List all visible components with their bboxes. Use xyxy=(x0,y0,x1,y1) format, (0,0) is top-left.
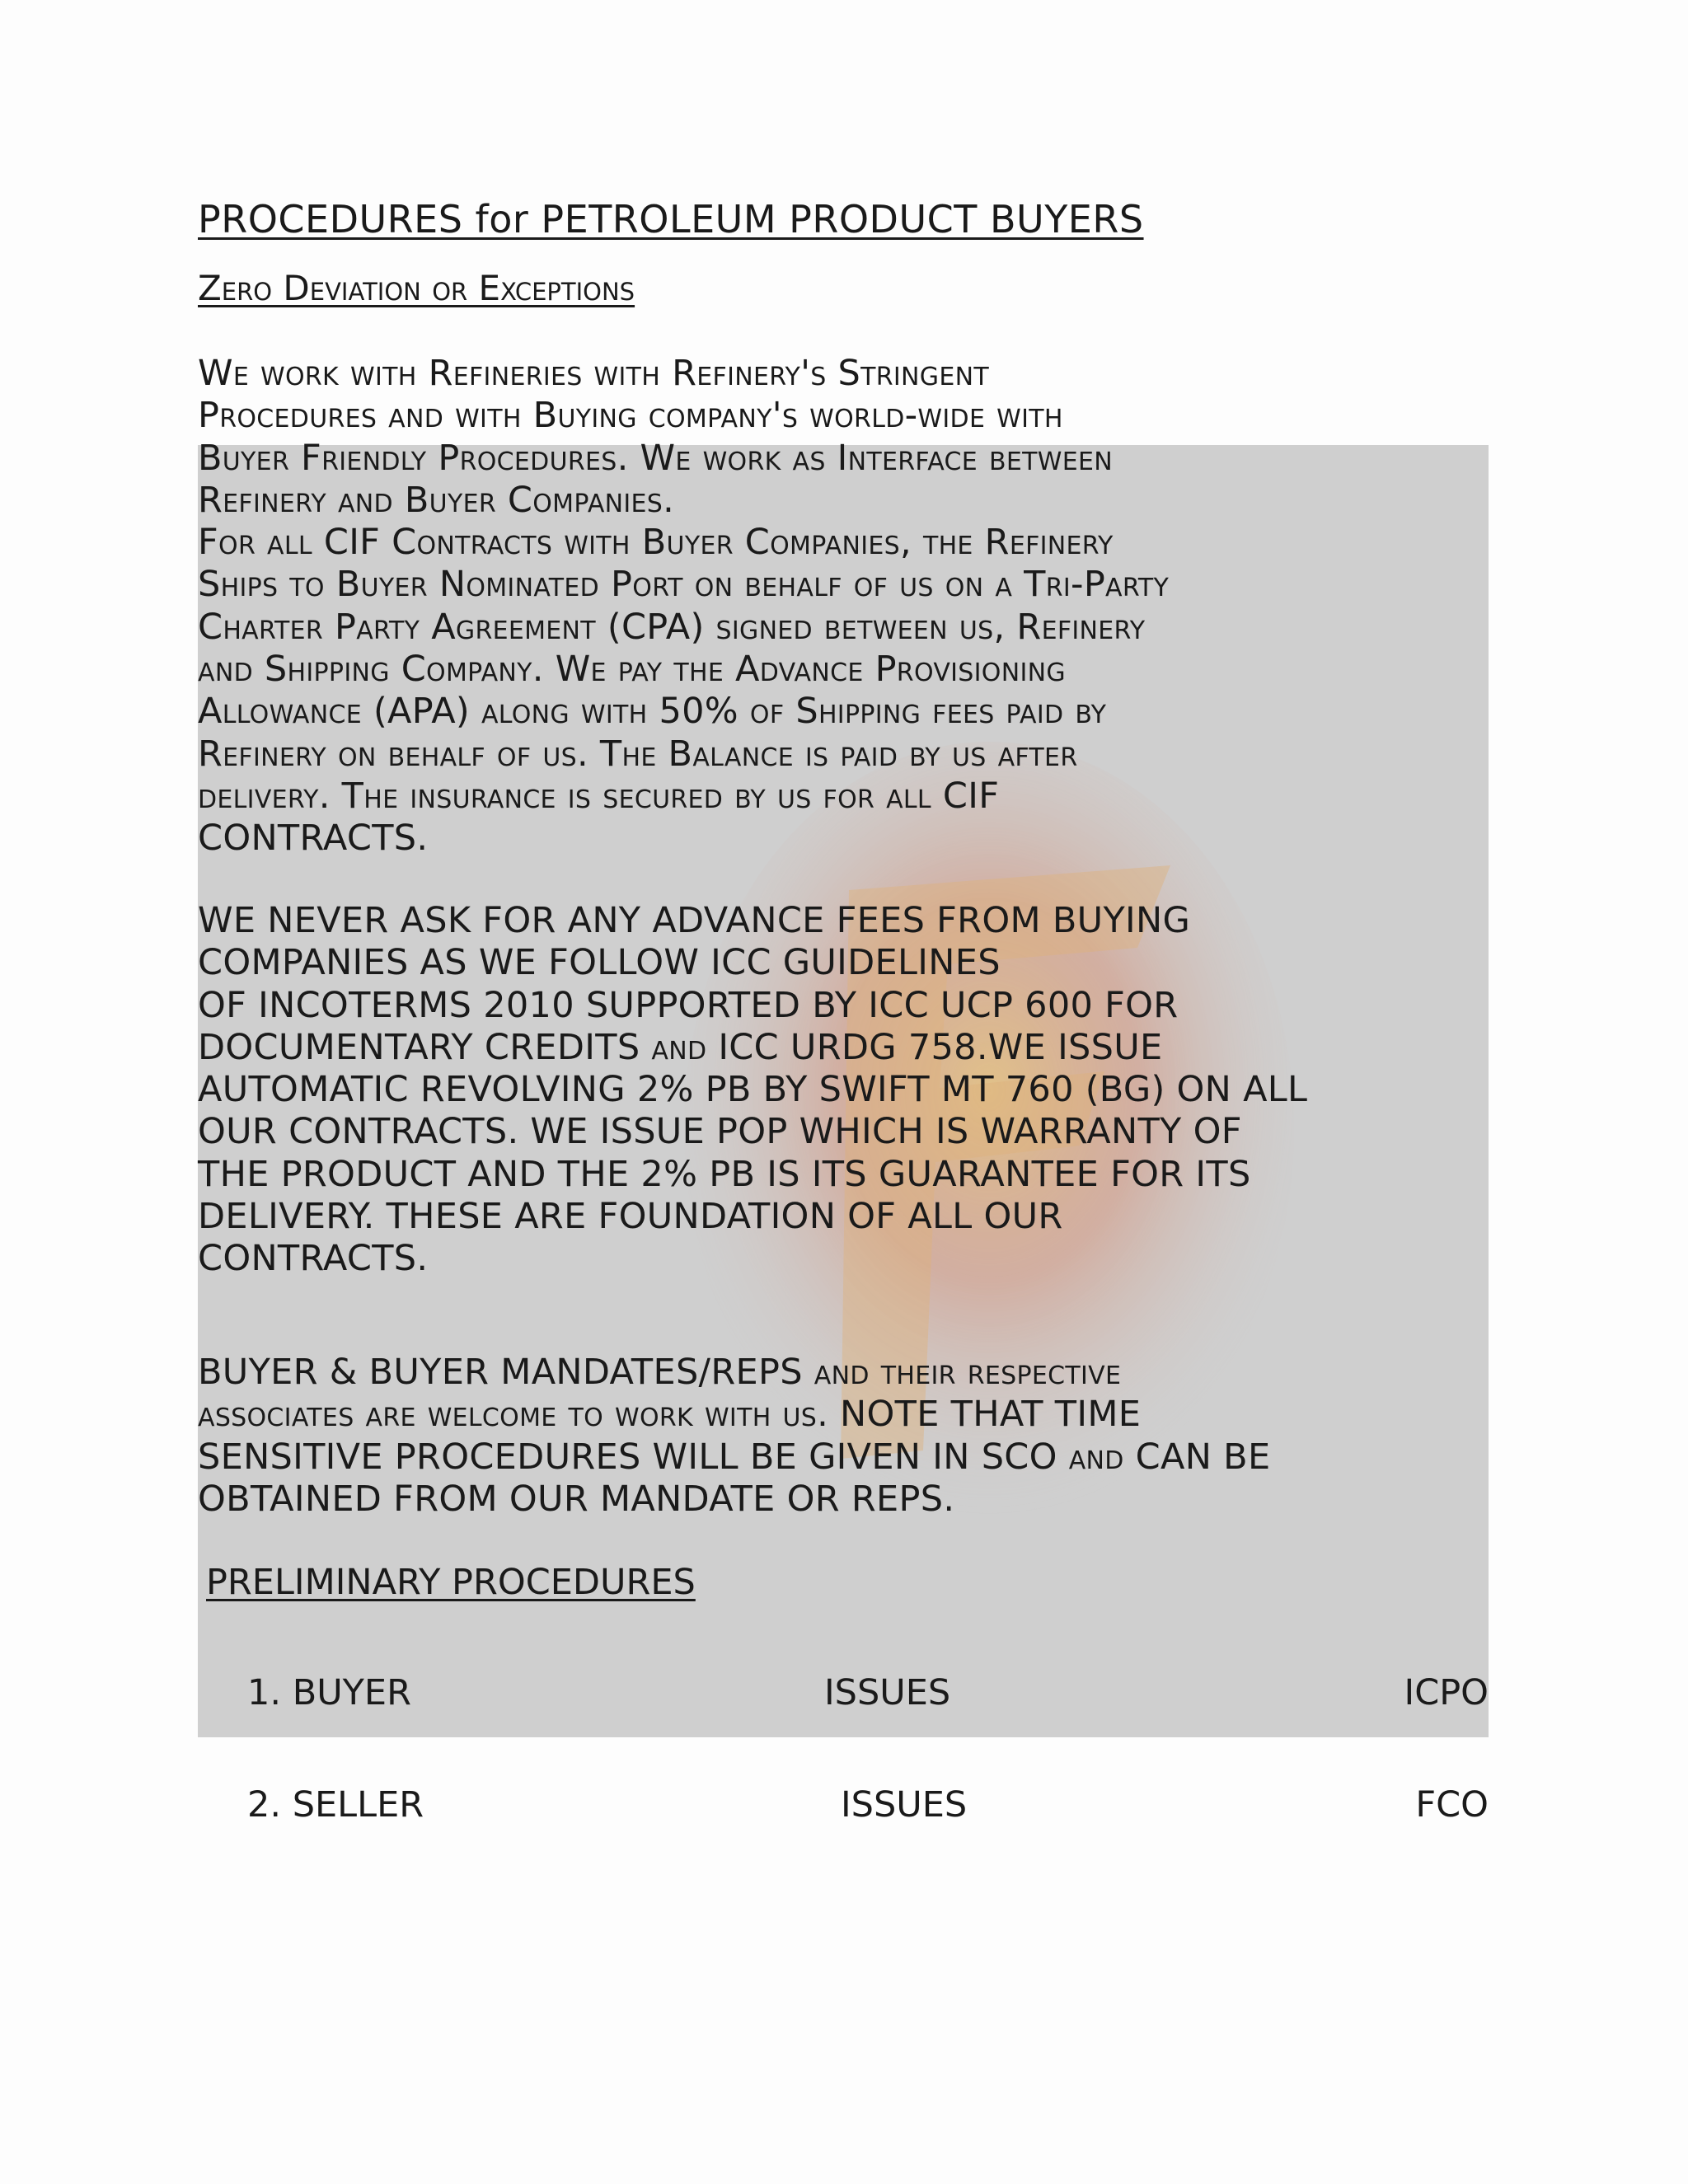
text-line: OF INCOTERMS 2010 SUPPORTED BY ICC UCP 600 FOR xyxy=(198,984,1179,1026)
text-line: and Shipping Company. We pay the Advance Provisioning xyxy=(198,649,1066,691)
step-item: ICPO xyxy=(1404,1672,1489,1713)
text-line: We work with Refineries with Refinery's Stringent xyxy=(198,353,989,394)
procedure-step xyxy=(247,1780,1489,1830)
paragraph-advance-fees xyxy=(198,900,1492,1281)
text-line: CONTRACTS. xyxy=(198,818,429,860)
text-line: BUYER & BUYER MANDATES/REPS and their respective xyxy=(198,1352,1122,1393)
text-line: associates are welcome to work with us. NOTE THAT TIME xyxy=(198,1394,1142,1436)
step-item: FCO xyxy=(1415,1784,1489,1825)
paragraph-refineries xyxy=(198,353,1492,860)
text-line: SENSITIVE PROCEDURES WILL BE GIVEN IN SCO and CAN BE xyxy=(198,1436,1271,1478)
text-line: Ships to Buyer Nominated Port on behalf of us on a Tri-Party xyxy=(198,564,1170,606)
text-line: OUR CONTRACTS. WE ISSUE POP WHICH IS WARRANTY OF xyxy=(198,1111,1242,1153)
text-line: THE PRODUCT AND THE 2% PB IS ITS GUARANTEE FOR ITS xyxy=(198,1153,1251,1195)
step-action: ISSUES xyxy=(841,1784,968,1825)
text-line: COMPANIES AS WE FOLLOW ICC GUIDELINES xyxy=(198,942,1001,984)
text-line: AUTOMATIC REVOLVING 2% PB BY SWIFT MT 760 (BG) ON ALL xyxy=(198,1069,1308,1111)
procedure-step xyxy=(247,1668,1489,1718)
step-action: ISSUES xyxy=(824,1672,951,1713)
step-party: 1. BUYER xyxy=(247,1672,411,1713)
text-line: DOCUMENTARY CREDITS and ICC URDG 758.WE ISSUE xyxy=(198,1026,1163,1068)
text-line: For all CIF Contracts with Buyer Companies, the Refinery xyxy=(198,522,1114,564)
text-line: Buyer Friendly Procedures. We work as Interface between xyxy=(198,437,1113,479)
paragraph-mandates xyxy=(198,1352,1492,1521)
text-line: Refinery on behalf of us. The Balance is paid by us after xyxy=(198,733,1078,775)
text-line: CONTRACTS. xyxy=(198,1238,429,1280)
text-line: Allowance (APA) along with 50% of Shipping fees paid by xyxy=(198,691,1107,733)
step-party: 2. SELLER xyxy=(247,1784,424,1825)
text-line: WE NEVER ASK FOR ANY ADVANCE FEES FROM BUYING xyxy=(198,900,1191,941)
document-title: PROCEDURES for PETROLEUM PRODUCT BUYERS xyxy=(198,197,1144,241)
text-line: Refinery and Buyer Companies. xyxy=(198,479,675,521)
text-line: OBTAINED FROM OUR MANDATE OR REPS. xyxy=(198,1478,955,1520)
section-title-preliminary: PRELIMINARY PROCEDURES xyxy=(206,1562,696,1603)
document-subtitle: Zero Deviation or Exceptions xyxy=(198,268,635,308)
text-line: delivery. The insurance is secured by us for all CIF xyxy=(198,775,1000,817)
text-line: Procedures and with Buying company's world-wide with xyxy=(198,395,1063,437)
text-line: Charter Party Agreement (CPA) signed between us, Refinery xyxy=(198,606,1146,648)
text-line: DELIVERY. THESE ARE FOUNDATION OF ALL OUR xyxy=(198,1196,1063,1238)
